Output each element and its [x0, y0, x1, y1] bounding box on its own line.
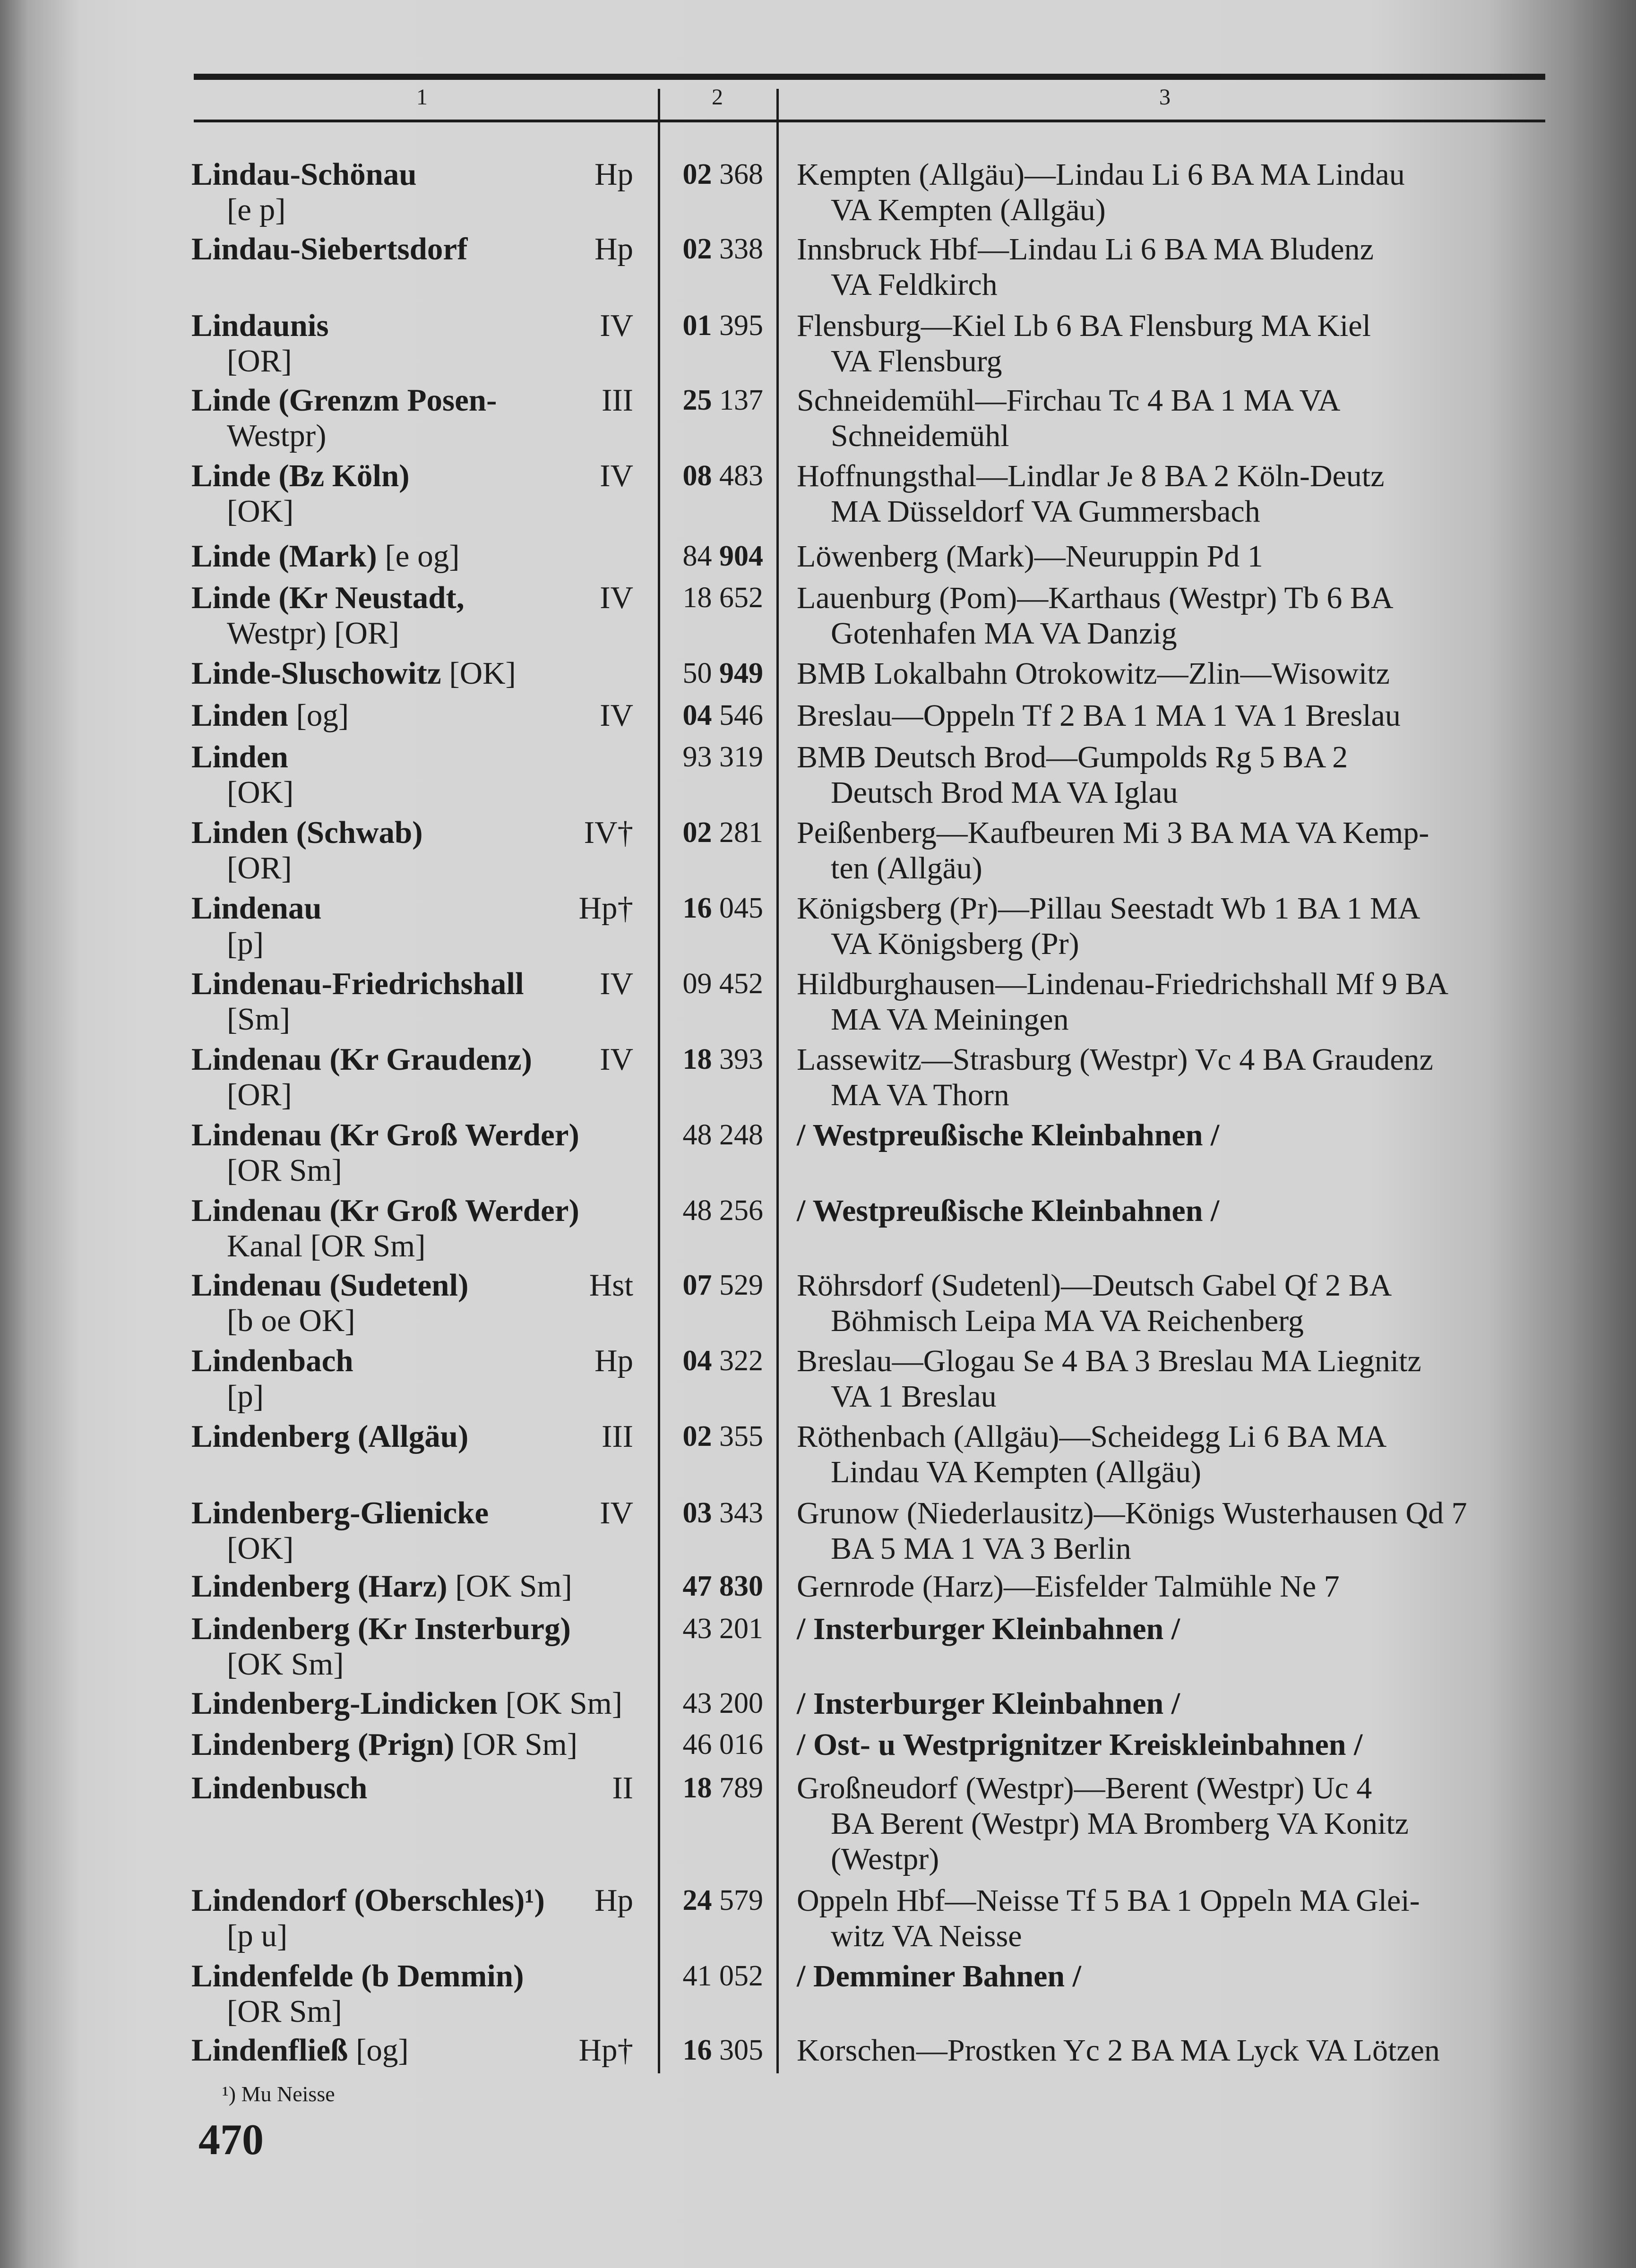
- station-name: Linde (Kr Neustadt,: [191, 580, 465, 615]
- route-line-1: Oppeln Hbf—Neisse Tf 5 BA 1 Oppeln MA Glei-: [797, 1883, 1420, 1918]
- route-line-2: VA Kempten (Allgäu): [831, 193, 1106, 227]
- station-name: Lindenau: [191, 891, 322, 926]
- route-line-2: BA Berent (Westpr) MA Bromberg VA Konitz: [831, 1806, 1409, 1841]
- station-code: 256: [719, 1194, 763, 1227]
- route-line-1: Grunow (Niederlausitz)—Königs Wusterhausen Qd 7: [797, 1496, 1467, 1530]
- route-line-2: MA VA Thorn: [831, 1078, 1009, 1112]
- station-code: 319: [719, 741, 763, 773]
- station-code: 200: [719, 1687, 763, 1719]
- station-name: Lindenberg-Glienicke: [191, 1495, 489, 1530]
- station-name: Lindenberg (Prign): [191, 1727, 455, 1762]
- station-class: Hp†: [578, 891, 633, 926]
- station-note: [OK Sm]: [505, 1686, 623, 1721]
- route-line-2: witz VA Neisse: [831, 1919, 1022, 1953]
- station-code: 789: [719, 1772, 763, 1804]
- route-line-2: Deutsch Brod MA VA Iglau: [831, 775, 1178, 810]
- station-code: 368: [719, 158, 763, 190]
- route-line-1: Lassewitz—Strasburg (Westpr) Vc 4 BA Graudenz: [797, 1042, 1433, 1077]
- station-class: IV: [600, 966, 633, 1001]
- station-note: [OK]: [227, 775, 294, 810]
- station-code: 322: [719, 1345, 763, 1377]
- station-note: Kanal [OR Sm]: [227, 1228, 426, 1263]
- station-code-prefix: 02: [682, 158, 712, 190]
- station-code: 483: [719, 460, 763, 492]
- station-code: 529: [719, 1269, 763, 1301]
- station-code-prefix: 02: [682, 1420, 712, 1452]
- route-line-2: ten (Allgäu): [831, 851, 982, 885]
- footnote: ¹) Mu Neisse: [222, 2082, 335, 2106]
- station-name: Lindaunis: [191, 308, 329, 343]
- route-line-1: Großneudorf (Westpr)—Berent (Westpr) Uc 4: [797, 1771, 1372, 1805]
- station-note: [OR Sm]: [227, 1153, 342, 1188]
- station-note: [b oe OK]: [227, 1303, 355, 1338]
- top-rule: [194, 74, 1545, 80]
- station-class: IV: [600, 698, 633, 733]
- station-note: [p u]: [227, 1918, 288, 1953]
- station-code-prefix: 03: [682, 1497, 712, 1529]
- header-rule: [194, 120, 1545, 122]
- station-code: 652: [719, 582, 763, 614]
- station-code-prefix: 18: [682, 582, 712, 614]
- station-code: 016: [719, 1728, 763, 1761]
- station-note: [OR Sm]: [227, 1994, 342, 2029]
- route-line-1: Peißenberg—Kaufbeuren Mi 3 BA MA VA Kemp-: [797, 816, 1429, 850]
- station-name: Linde-Sluschowitz: [191, 656, 441, 691]
- station-code-prefix: 09: [682, 968, 712, 1000]
- station-name: Lindau-Schönau: [191, 157, 417, 192]
- route-line-1: Königsberg (Pr)—Pillau Seestadt Wb 1 BA 1 MA: [797, 891, 1421, 926]
- route-line-2: VA Feldkirch: [831, 267, 998, 302]
- station-name-continued: Westpr) [OR]: [227, 616, 399, 651]
- route-line-1: / Demminer Bahnen /: [797, 1959, 1081, 1993]
- route-line-2: Gotenhafen MA VA Danzig: [831, 616, 1177, 651]
- station-name: Lindenberg-Lindicken: [191, 1686, 498, 1721]
- route-line-1: BMB Deutsch Brod—Gumpolds Rg 5 BA 2: [797, 740, 1348, 774]
- station-code: 248: [719, 1119, 763, 1151]
- route-line-2: VA Königsberg (Pr): [831, 927, 1079, 961]
- route-line-1: / Westpreußische Kleinbahnen /: [797, 1118, 1220, 1152]
- station-code: 546: [719, 699, 763, 731]
- station-class: IV†: [584, 815, 633, 850]
- station-code: 305: [719, 2034, 763, 2066]
- column-divider-1: [658, 89, 660, 2073]
- station-code: 830: [719, 1570, 763, 1602]
- station-name: Lindau-Siebertsdorf: [191, 232, 468, 266]
- route-line-1: Röhrsdorf (Sudetenl)—Deutsch Gabel Qf 2 BA: [797, 1268, 1392, 1303]
- station-code: 343: [719, 1497, 763, 1529]
- station-code-prefix: 50: [682, 657, 712, 689]
- station-code: 137: [719, 384, 763, 416]
- route-line-2: VA 1 Breslau: [831, 1379, 997, 1414]
- column-header-3: 3: [1159, 85, 1171, 110]
- route-line-1: Löwenberg (Mark)—Neuruppin Pd 1: [797, 539, 1263, 574]
- station-code-prefix: 47: [682, 1570, 712, 1602]
- station-class: II: [612, 1770, 633, 1805]
- station-code-prefix: 01: [682, 309, 712, 342]
- station-code: 579: [719, 1884, 763, 1916]
- station-name: Linden: [191, 698, 288, 733]
- station-class: IV: [600, 458, 633, 493]
- station-name: Lindenbach: [191, 1343, 353, 1378]
- station-name: Lindenfließ: [191, 2033, 348, 2068]
- station-name: Linde (Grenzm Posen-: [191, 383, 497, 418]
- station-note: [OK Sm]: [227, 1647, 344, 1682]
- station-class: IV: [600, 1042, 633, 1077]
- station-code: 395: [719, 309, 763, 342]
- route-line-1: Gernrode (Harz)—Eisfelder Talmühle Ne 7: [797, 1569, 1340, 1604]
- station-note: [OK Sm]: [455, 1569, 572, 1604]
- station-code-prefix: 43: [682, 1687, 712, 1719]
- route-line-2: MA Düsseldorf VA Gummersbach: [831, 494, 1260, 529]
- station-code-prefix: 04: [682, 699, 712, 731]
- column-divider-2: [776, 89, 779, 2073]
- route-line-1: Lauenburg (Pom)—Karthaus (Westpr) Tb 6 BA: [797, 581, 1394, 615]
- station-note: [OK]: [449, 656, 516, 691]
- station-code: 355: [719, 1420, 763, 1452]
- station-code-prefix: 07: [682, 1269, 712, 1301]
- route-line-1: / Insterburger Kleinbahnen /: [797, 1686, 1180, 1721]
- route-line-1: Breslau—Glogau Se 4 BA 3 Breslau MA Liegnitz: [797, 1344, 1421, 1378]
- station-class: IV: [600, 308, 633, 343]
- station-name: Lindenau (Kr Graudenz): [191, 1042, 532, 1077]
- station-note: [OR]: [227, 1077, 292, 1112]
- station-code-prefix: 08: [682, 460, 712, 492]
- station-code-prefix: 18: [682, 1043, 712, 1075]
- station-code: 281: [719, 816, 763, 849]
- station-code: 338: [719, 233, 763, 265]
- station-class: Hp: [594, 1883, 633, 1918]
- station-class: III: [602, 383, 633, 418]
- station-note: [og]: [356, 2033, 409, 2068]
- station-class: Hp: [594, 1343, 633, 1378]
- route-line-2: Lindau VA Kempten (Allgäu): [831, 1455, 1201, 1489]
- route-line-1: Hoffnungsthal—Lindlar Je 8 BA 2 Köln-Deutz: [797, 459, 1385, 493]
- station-name: Lindenau (Kr Groß Werder): [191, 1193, 579, 1228]
- station-code-prefix: 02: [682, 233, 712, 265]
- station-name: Linden: [191, 739, 288, 774]
- station-class: IV: [600, 580, 633, 615]
- station-name-continued: Westpr): [227, 418, 327, 453]
- station-code-prefix: 02: [682, 816, 712, 849]
- station-code-prefix: 43: [682, 1613, 712, 1645]
- station-note: [og]: [296, 698, 349, 733]
- station-class: Hst: [589, 1268, 633, 1303]
- route-line-2: Schneidemühl: [831, 419, 1009, 453]
- route-line-1: Hildburghausen—Lindenau-Friedrichshall Mf 9 BA: [797, 967, 1449, 1001]
- station-code-prefix: 04: [682, 1345, 712, 1377]
- station-name: Lindenau (Sudetenl): [191, 1268, 469, 1303]
- station-code-prefix: 16: [682, 2034, 712, 2066]
- station-name: Lindenau-Friedrichshall: [191, 966, 524, 1001]
- station-note: [OK]: [227, 1531, 294, 1566]
- station-code-prefix: 48: [682, 1194, 712, 1227]
- station-code-prefix: 93: [682, 741, 712, 773]
- station-name: Lindenberg (Harz): [191, 1569, 448, 1604]
- route-line-1: Röthenbach (Allgäu)—Scheidegg Li 6 BA MA: [797, 1419, 1387, 1454]
- station-name: Linde (Bz Köln): [191, 458, 410, 493]
- station-name: Lindenbusch: [191, 1770, 368, 1805]
- route-line-1: Innsbruck Hbf—Lindau Li 6 BA MA Bludenz: [797, 232, 1374, 266]
- station-class: IV: [600, 1495, 633, 1530]
- station-code: 201: [719, 1613, 763, 1645]
- station-note: [OR]: [227, 850, 292, 885]
- route-line-1: Kempten (Allgäu)—Lindau Li 6 BA MA Lindau: [797, 157, 1405, 192]
- station-code-prefix: 25: [682, 384, 712, 416]
- route-line-1: / Westpreußische Kleinbahnen /: [797, 1194, 1220, 1228]
- station-code: 393: [719, 1043, 763, 1075]
- station-note: [e p]: [227, 192, 286, 227]
- route-line-1: Korschen—Prostken Yc 2 BA MA Lyck VA Lötzen: [797, 2033, 1440, 2068]
- station-name: Linde (Mark): [191, 539, 377, 574]
- station-class: III: [602, 1419, 633, 1454]
- station-note: [p]: [227, 926, 264, 961]
- station-code: 949: [719, 657, 763, 689]
- station-note: [OK]: [227, 494, 294, 529]
- station-code: 904: [719, 540, 763, 572]
- station-class: Hp†: [578, 2033, 633, 2068]
- route-line-1: Breslau—Oppeln Tf 2 BA 1 MA 1 VA 1 Breslau: [797, 698, 1401, 733]
- station-class: Hp: [594, 232, 633, 266]
- route-line-1: / Insterburger Kleinbahnen /: [797, 1612, 1180, 1646]
- station-name: Lindendorf (Oberschles)¹): [191, 1883, 545, 1918]
- station-note: [e og]: [385, 539, 460, 574]
- route-line-2: MA VA Meiningen: [831, 1002, 1069, 1037]
- station-note: [OR]: [227, 344, 292, 378]
- station-name: Lindenberg (Allgäu): [191, 1419, 469, 1454]
- route-line-2: VA Flensburg: [831, 344, 1002, 378]
- station-note: [OR Sm]: [462, 1727, 578, 1762]
- station-name: Lindenau (Kr Groß Werder): [191, 1117, 579, 1152]
- station-code: 045: [719, 892, 763, 924]
- route-line-1: BMB Lokalbahn Otrokowitz—Zlin—Wisowitz: [797, 656, 1390, 691]
- station-class: Hp: [594, 157, 633, 192]
- station-code-prefix: 16: [682, 892, 712, 924]
- route-line-3: (Westpr): [831, 1842, 939, 1876]
- station-note: [p]: [227, 1379, 264, 1414]
- column-header-1: 1: [416, 85, 428, 110]
- station-code-prefix: 24: [682, 1884, 712, 1916]
- route-line-1: / Ost- u Westprignitzer Kreiskleinbahnen /: [797, 1727, 1363, 1762]
- station-code-prefix: 48: [682, 1119, 712, 1151]
- station-note: [Sm]: [227, 1002, 290, 1037]
- page-number: 470: [198, 2115, 264, 2164]
- station-name: Linden (Schwab): [191, 815, 423, 850]
- station-name: Lindenberg (Kr Insterburg): [191, 1611, 571, 1646]
- station-code-prefix: 84: [682, 540, 712, 572]
- route-line-2: BA 5 MA 1 VA 3 Berlin: [831, 1531, 1131, 1566]
- station-code: 052: [719, 1960, 763, 1992]
- station-code-prefix: 41: [682, 1960, 712, 1992]
- station-code: 452: [719, 968, 763, 1000]
- route-line-2: Böhmisch Leipa MA VA Reichenberg: [831, 1304, 1304, 1338]
- station-name: Lindenfelde (b Demmin): [191, 1959, 524, 1993]
- station-code-prefix: 46: [682, 1728, 712, 1761]
- station-code-prefix: 18: [682, 1772, 712, 1804]
- route-line-1: Flensburg—Kiel Lb 6 BA Flensburg MA Kiel: [797, 309, 1371, 343]
- route-line-1: Schneidemühl—Firchau Tc 4 BA 1 MA VA: [797, 383, 1341, 418]
- column-header-2: 2: [712, 85, 723, 110]
